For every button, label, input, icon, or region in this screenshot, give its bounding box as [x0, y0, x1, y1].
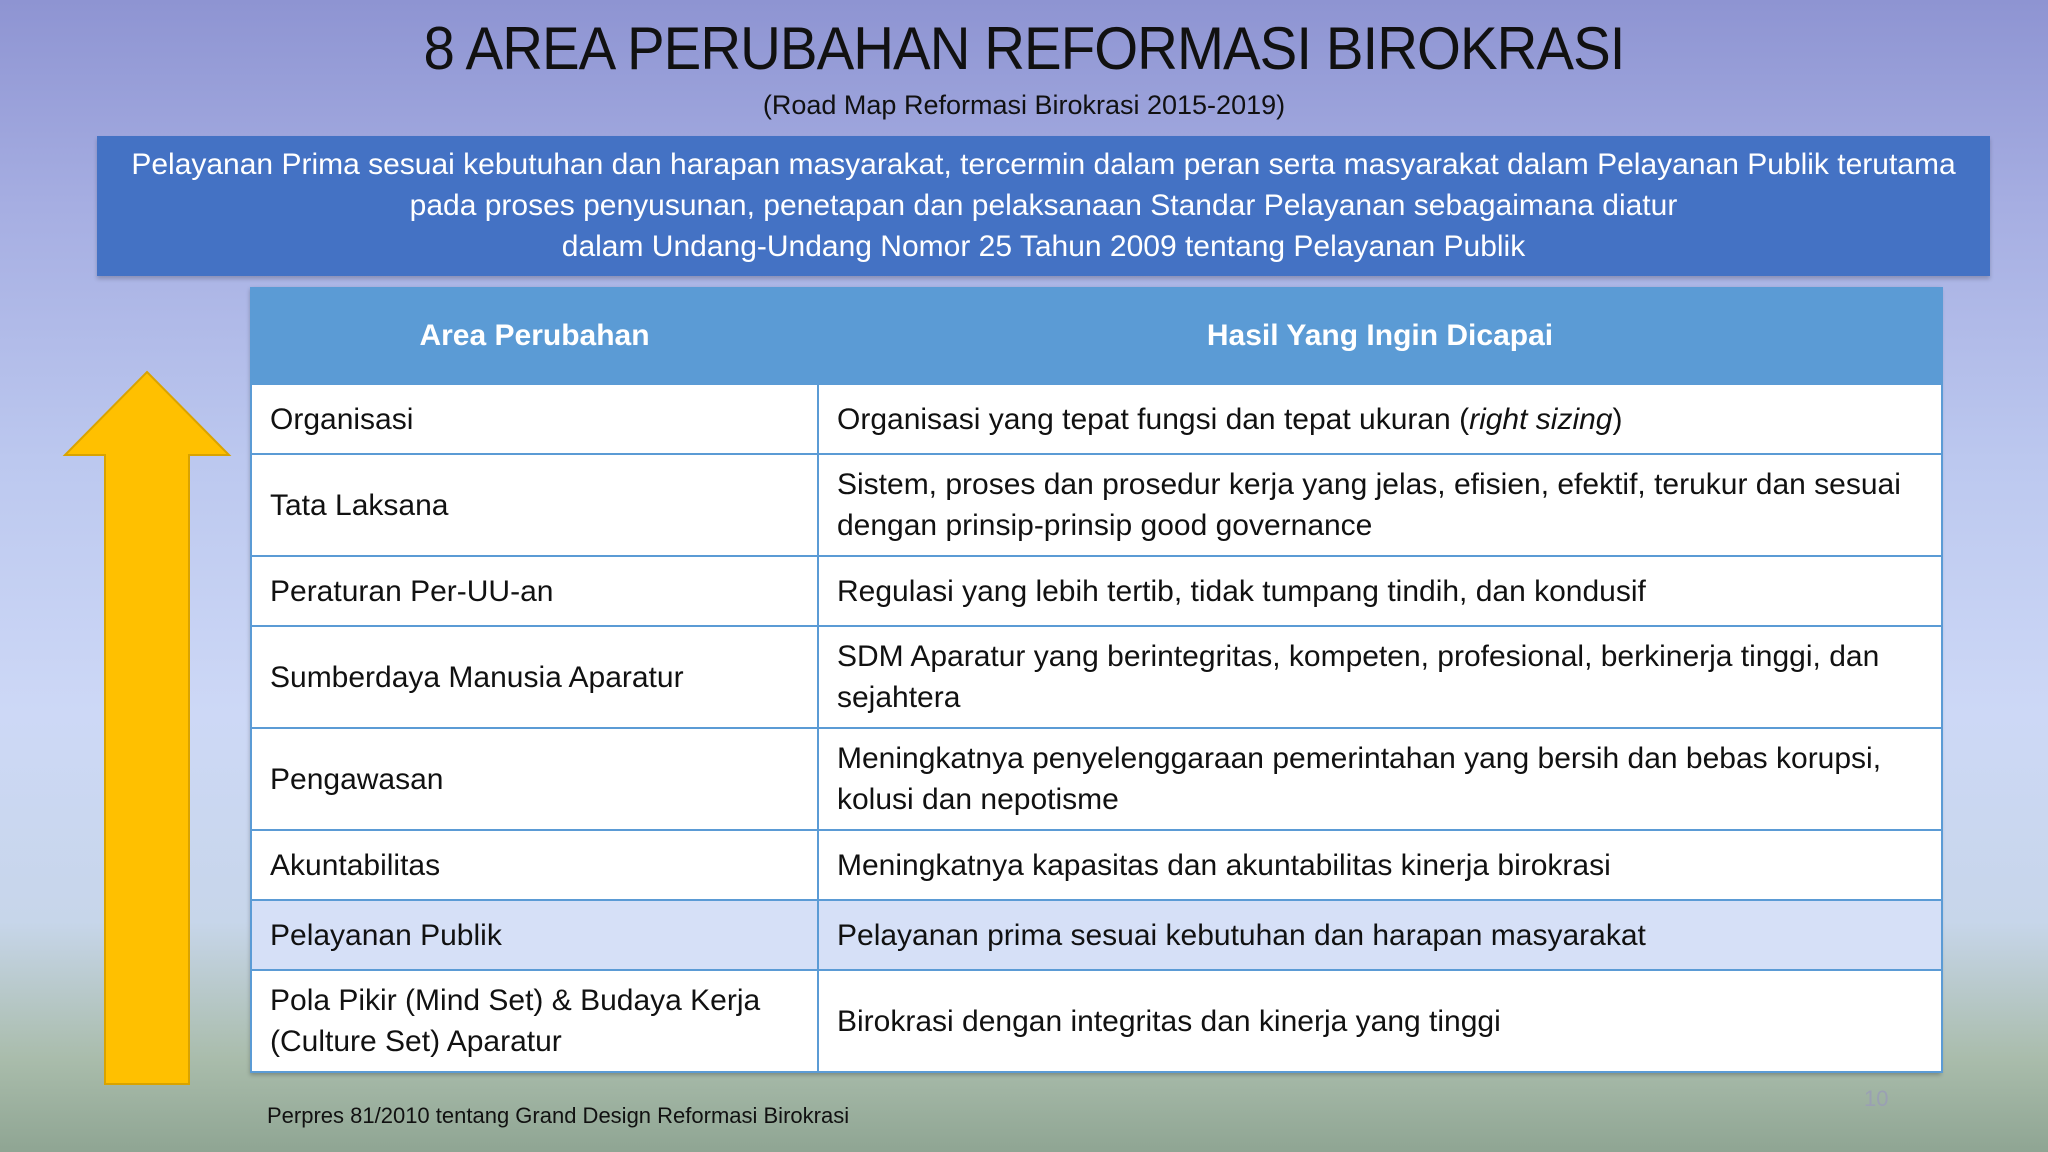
result-text-end: )	[1612, 402, 1623, 436]
area-cell: Sumberdaya Manusia Aparatur	[251, 626, 818, 728]
source-footnote: Perpres 81/2010 tentang Grand Design Reformasi Birokrasi	[267, 1103, 850, 1128]
change-areas-table	[250, 287, 1941, 1073]
table-row	[251, 384, 1942, 454]
table-row	[251, 728, 1942, 830]
slide-subtitle: (Road Map Reformasi Birokrasi 2015-2019)	[762, 90, 1286, 120]
area-cell: Organisasi	[251, 384, 818, 454]
result-italic-text: right sizing	[1469, 402, 1613, 436]
table-row	[251, 626, 1942, 728]
result-cell: Birokrasi dengan integritas dan kinerja yang tinggi	[818, 970, 1942, 1072]
result-cell: Sistem, proses dan prosedur kerja yang jelas, efisien, efektif, terukur dan sesuai dengan prinsip-prinsip good governance	[818, 454, 1942, 556]
up-arrow-icon	[62, 370, 232, 1086]
result-cell: Regulasi yang lebih tertib, tidak tumpang tindih, dan kondusif	[818, 556, 1942, 626]
column-header-area: Area Perubahan	[251, 288, 818, 384]
table-row-highlighted	[251, 900, 1942, 970]
table-row	[251, 830, 1942, 900]
table-row	[251, 454, 1942, 556]
banner-line: pada proses penyusunan, penetapan dan pelaksanaan Standar Pelayanan sebagaimana diatur	[409, 189, 1678, 222]
area-cell: Pengawasan	[251, 728, 818, 830]
area-cell: Pelayanan Publik	[251, 900, 818, 970]
area-cell: Peraturan Per-UU-an	[251, 556, 818, 626]
area-cell: Tata Laksana	[251, 454, 818, 556]
result-cell: SDM Aparatur yang berintegritas, kompeten, profesional, berkinerja tinggi, dan sejahtera	[818, 626, 1942, 728]
table-row	[251, 556, 1942, 626]
page-number: 10	[1864, 1086, 1889, 1111]
goal-banner	[97, 136, 1990, 276]
result-cell: Meningkatnya penyelenggaraan pemerintahan yang bersih dan bebas korupsi, kolusi dan nepotisme	[818, 728, 1942, 830]
slide-title: 8 AREA PERUBAHAN REFORMASI BIROKRASI	[423, 15, 1625, 82]
column-header-result: Hasil Yang Ingin Dicapai	[818, 288, 1942, 384]
result-cell: Pelayanan prima sesuai kebutuhan dan harapan masyarakat	[818, 900, 1942, 970]
result-cell: Meningkatnya kapasitas dan akuntabilitas kinerja birokrasi	[818, 830, 1942, 900]
area-cell: Pola Pikir (Mind Set) & Budaya Kerja (Culture Set) Aparatur	[251, 970, 818, 1072]
result-cell	[818, 384, 1942, 454]
table-row	[251, 970, 1942, 1072]
banner-line: Pelayanan Prima sesuai kebutuhan dan harapan masyarakat, tercermin dalam peran serta masyarakat dalam Pelayanan Publik terutama	[131, 148, 1956, 181]
banner-line: dalam Undang-Undang Nomor 25 Tahun 2009 tentang Pelayanan Publik	[561, 230, 1526, 263]
result-text: Organisasi yang tepat fungsi dan tepat ukuran (	[837, 402, 1470, 436]
area-cell: Akuntabilitas	[251, 830, 818, 900]
table-header-row	[251, 288, 1942, 384]
